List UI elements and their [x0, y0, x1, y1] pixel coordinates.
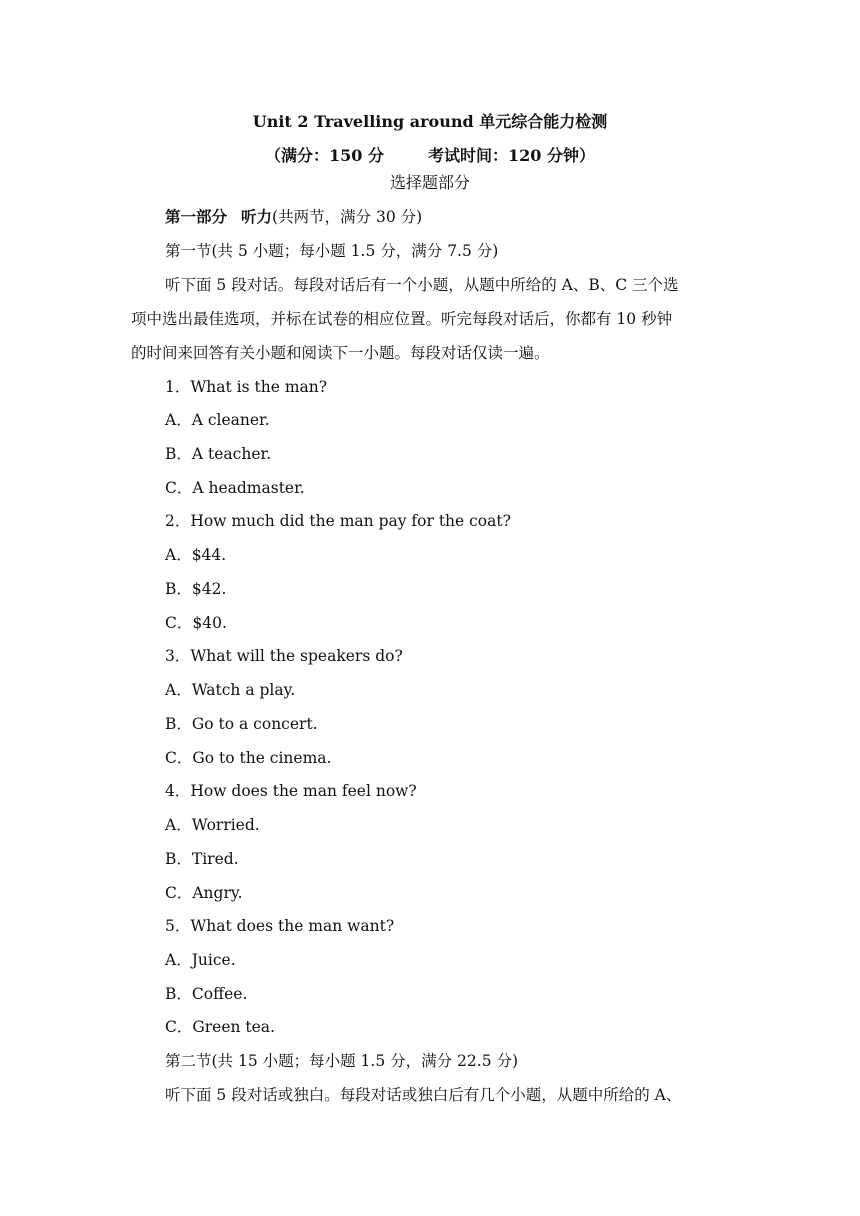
option-b: B．$42.	[165, 580, 227, 598]
exam-time: 考试时间：120 分钟）	[428, 146, 595, 165]
option-c: C．Green tea.	[165, 1018, 275, 1036]
question-text: 3．What will the speakers do?	[165, 647, 403, 665]
option-a: A．Watch a play.	[165, 681, 296, 699]
section1-instructions-line: 的时间来回答有关小题和阅读下一小题。每段对话仅读一遍。	[131, 344, 550, 362]
question-text: 5．What does the man want?	[165, 917, 395, 935]
option-a: A．A cleaner.	[165, 411, 270, 429]
section1-instructions-line: 项中选出最佳选项，并标在试卷的相应位置。听完每段对话后，你都有 10 秒钟	[131, 310, 673, 328]
part1-name: 听力	[241, 207, 273, 226]
part1-label: 第一部分	[165, 207, 228, 226]
option-a: A．$44.	[165, 546, 227, 564]
question-text: 4．How does the man feel now?	[165, 782, 417, 800]
part1-heading	[165, 207, 422, 227]
exam-title: Unit 2 Travelling around 单元综合能力检测	[252, 112, 608, 131]
option-a: A．Worried.	[165, 816, 260, 834]
section2-instructions: 听下面 5 段对话或独白。每段对话或独白后有几个小题，从题中所给的 A、	[165, 1086, 682, 1104]
section1-instructions-line: 听下面 5 段对话。每段对话后有一个小题，从题中所给的 A、B、C 三个选	[165, 276, 679, 294]
full-score: （满分：150 分	[265, 146, 384, 165]
option-a: A．Juice.	[165, 951, 236, 969]
section1-title: 第一节(共 5 小题；每小题 1.5 分，满分 7.5 分)	[165, 242, 499, 260]
question-text: 1．What is the man?	[165, 378, 328, 396]
part1-note: (共两节，满分 30 分)	[272, 208, 423, 226]
option-b: B．Go to a concert.	[165, 715, 318, 733]
option-c: C．$40.	[165, 614, 227, 632]
section-title: 选择题部分	[389, 173, 470, 192]
question-text: 2．How much did the man pay for the coat?	[165, 512, 511, 530]
option-b: B．Tired.	[165, 850, 239, 868]
exam-meta	[0, 146, 860, 166]
section2-title: 第二节(共 15 小题；每小题 1.5 分，满分 22.5 分)	[165, 1052, 519, 1070]
option-b: B．Coffee.	[165, 985, 248, 1003]
option-c: C．Go to the cinema.	[165, 749, 332, 767]
option-b: B．A teacher.	[165, 445, 272, 463]
option-c: C．Angry.	[165, 884, 243, 902]
option-c: C．A headmaster.	[165, 479, 305, 497]
